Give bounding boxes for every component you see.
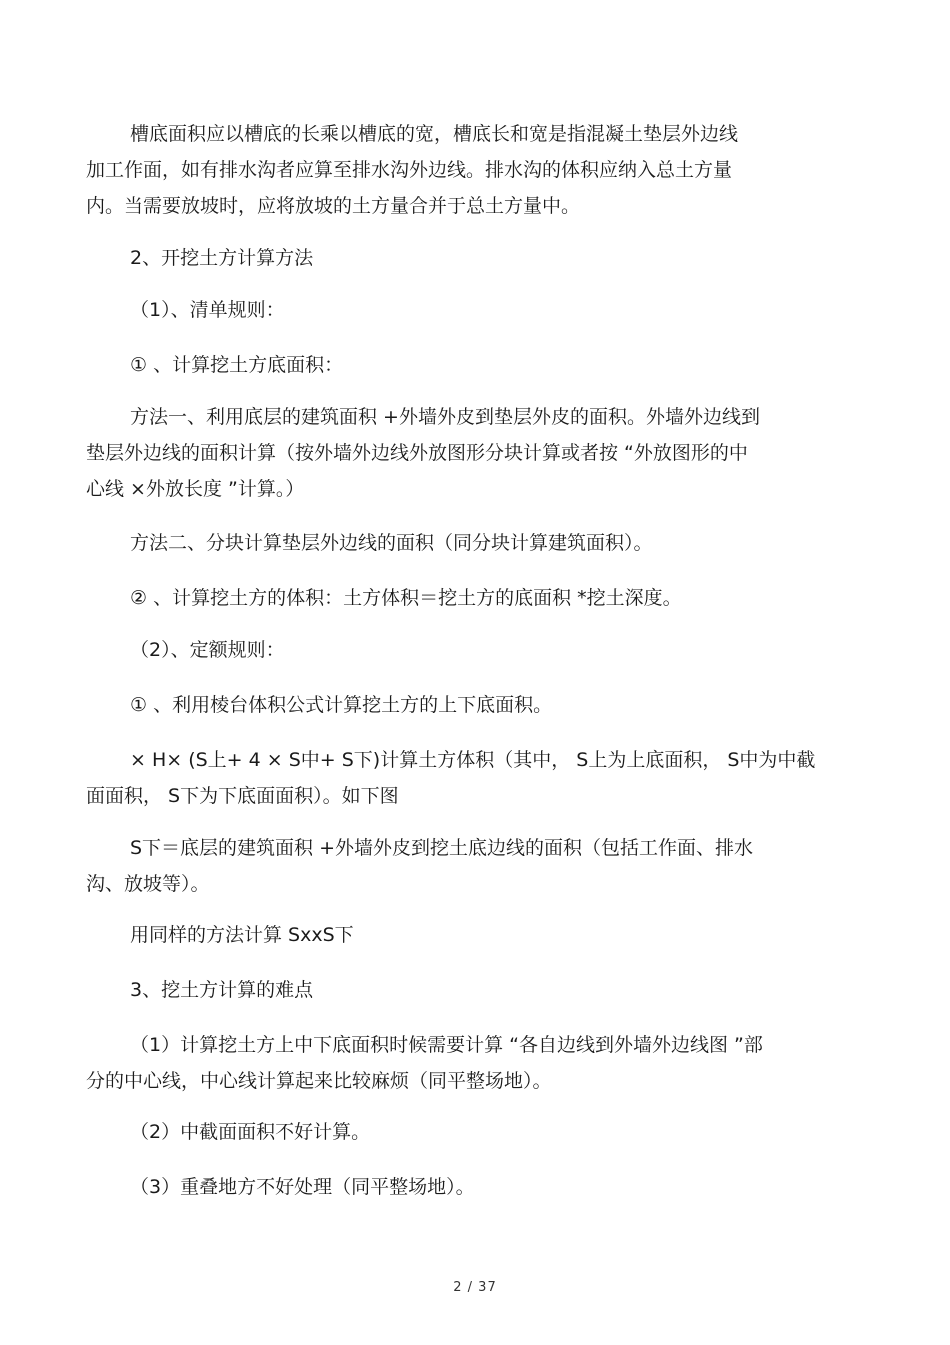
text-line: 内。当需要放坡时，应将放坡的土方量合并于总土方量中。 xyxy=(86,195,581,217)
text-line: 沟、放坡等）。 xyxy=(86,873,210,895)
text-line: 方法二、分块计算垫层外边线的面积（同分块计算建筑面积）。 xyxy=(130,532,653,554)
paragraph-method-one xyxy=(86,399,858,507)
heading-difficulties xyxy=(86,972,858,1008)
paragraph-method-two xyxy=(86,525,858,561)
paragraph-difficulty-two xyxy=(86,1114,858,1150)
page-number: 2 / 37 xyxy=(453,1280,497,1295)
text-line: 3、挖土方计算的难点 xyxy=(130,979,314,1001)
item-volume xyxy=(86,580,858,616)
text-line: ① 、利用棱台体积公式计算挖土方的上下底面积。 xyxy=(130,694,553,716)
text-line: 加工作面，如有排水沟者应算至排水沟外边线。排水沟的体积应纳入总土方量 xyxy=(86,159,733,181)
text-line: 面面积， S下为下底面面积）。如下图 xyxy=(86,785,399,807)
item-bottom-area xyxy=(86,347,858,383)
text-line: 垫层外边线的面积计算（按外墙外边线外放图形分块计算或者按 “外放图形的中 xyxy=(86,442,748,464)
item-frustum-formula xyxy=(86,687,858,723)
text-line: S下＝底层的建筑面积 +外墙外皮到挖土底边线的面积（包括工作面、排水 xyxy=(130,837,754,859)
subheading-quota-rules xyxy=(86,632,858,668)
paragraph-same-method xyxy=(86,917,858,953)
text-line: （1）计算挖土方上中下底面积时候需要计算 “各自边线到外墙外边线图 ”部 xyxy=(130,1034,763,1056)
heading-excavation-method xyxy=(86,240,858,276)
text-line: 分的中心线，中心线计算起来比较麻烦（同平整场地）。 xyxy=(86,1070,552,1092)
paragraph-difficulty-three xyxy=(86,1169,858,1205)
text-line: 槽底面积应以槽底的长乘以槽底的宽，槽底长和宽是指混凝土垫层外边线 xyxy=(130,123,739,145)
text-line: ② 、计算挖土方的体积：土方体积＝挖土方的底面积 *挖土深度。 xyxy=(130,587,682,609)
text-line: 方法一、利用底层的建筑面积 +外墙外皮到垫层外皮的面积。外墙外边线到 xyxy=(130,406,760,428)
paragraph-difficulty-one xyxy=(86,1027,858,1099)
text-line: × H× (S上+ 4 × S中+ S下)计算土方体积（其中， S上为上底面积， S中为中截 xyxy=(130,749,816,771)
text-line: （2）、定额规则： xyxy=(130,639,285,661)
text-line: （1）、清单规则： xyxy=(130,299,285,321)
paragraph-volume-formula xyxy=(86,742,858,814)
text-line: 心线 ×外放长度 ”计算。） xyxy=(86,478,305,500)
text-line: （2）中截面面积不好计算。 xyxy=(130,1121,371,1143)
subheading-list-rules xyxy=(86,292,858,328)
paragraph-lower-area xyxy=(86,830,858,902)
paragraph-trench-area xyxy=(86,116,858,224)
text-line: ① 、计算挖土方底面积： xyxy=(130,354,344,376)
text-line: （3）重叠地方不好处理（同平整场地）。 xyxy=(130,1176,475,1198)
text-line: 2、开挖土方计算方法 xyxy=(130,247,314,269)
text-line: 用同样的方法计算 SxxS下 xyxy=(130,924,354,946)
